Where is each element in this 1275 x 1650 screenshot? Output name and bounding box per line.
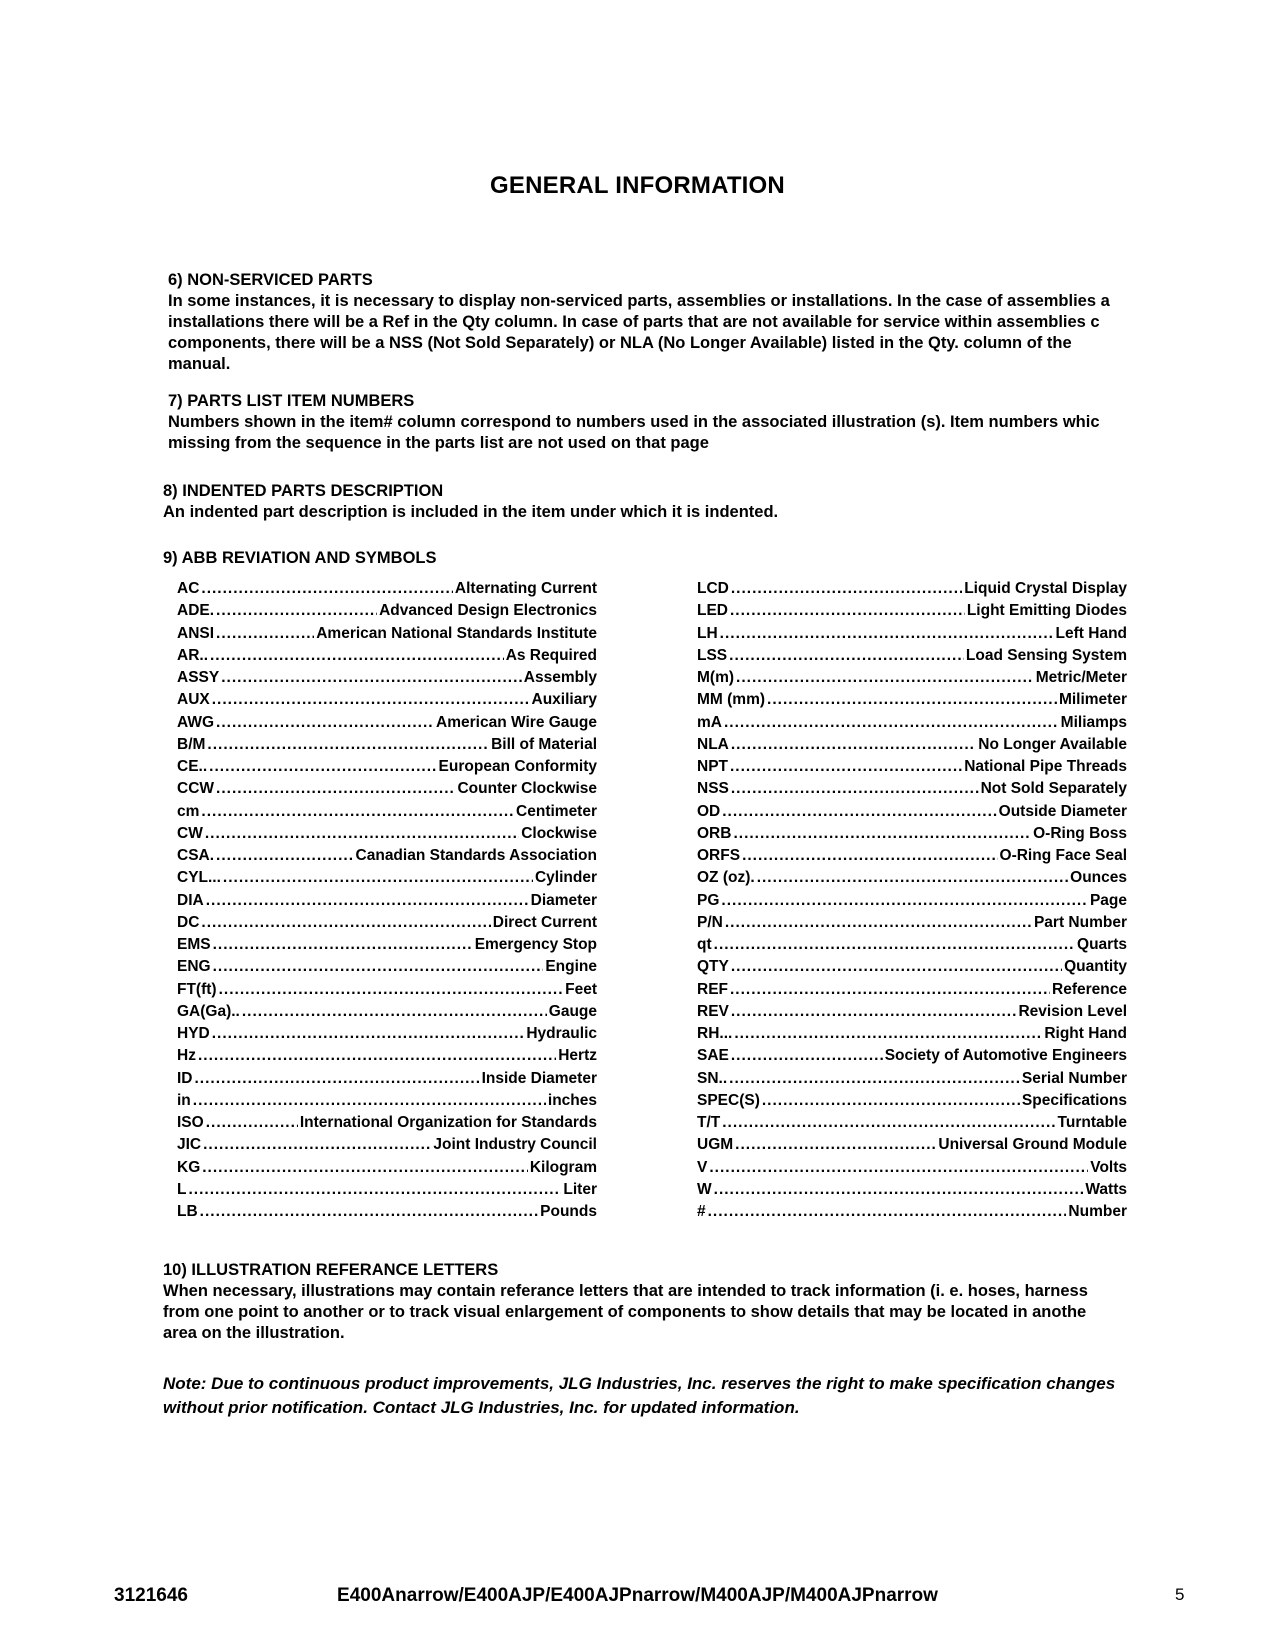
abbreviation-meaning: Hertz: [558, 1047, 597, 1065]
abbreviation-meaning: Quarts: [1077, 936, 1127, 953]
abbreviation-term: cm: [177, 802, 200, 820]
abbreviation-meaning: Inside Diameter: [481, 1069, 597, 1087]
dot-leader: [757, 867, 1068, 889]
dot-leader: [767, 689, 1057, 711]
dot-leader: [730, 756, 962, 778]
abbreviation-row: [697, 979, 1127, 1001]
dot-leader: [223, 867, 533, 889]
dot-leader: [242, 1001, 547, 1023]
abbreviation-row: [177, 1068, 597, 1090]
dot-leader: [709, 1157, 1088, 1179]
abbreviation-row: [697, 1001, 1127, 1023]
abbreviation-meaning: Bill of Material: [491, 735, 597, 753]
abbreviation-term: JIC: [177, 1136, 202, 1154]
abbreviation-row: [177, 689, 597, 711]
abbreviation-term: B/M: [177, 735, 206, 753]
abbreviation-meaning: Revision Level: [1018, 1002, 1127, 1020]
abbreviation-row: [177, 1179, 597, 1201]
abbreviation-term: W: [697, 1180, 712, 1198]
abbreviation-row: [177, 1045, 597, 1067]
abbreviation-row: [177, 778, 597, 800]
abbreviation-term: #: [697, 1203, 706, 1220]
abbreviation-meaning: American National Standards Institute: [316, 624, 597, 642]
abbreviation-row: [697, 1068, 1127, 1090]
dot-leader: [731, 578, 962, 600]
dot-leader: [722, 1112, 1055, 1134]
disclaimer-note: [163, 1372, 1168, 1420]
abbreviation-meaning: Volts: [1090, 1158, 1127, 1176]
abbreviation-meaning: Feet: [565, 980, 597, 998]
abbreviation-term: NLA: [697, 735, 729, 753]
dot-leader: [200, 1201, 538, 1223]
abbreviation-term: in: [177, 1091, 191, 1109]
abbreviation-row: [177, 1112, 597, 1134]
abbreviation-meaning: Society of Automotive Engineers: [884, 1047, 1127, 1065]
dot-leader: [736, 667, 1034, 689]
abbreviation-term: CW: [177, 824, 203, 842]
abbreviation-meaning: Joint Industry Council: [433, 1136, 597, 1154]
abbreviation-meaning: Emergency Stop: [474, 936, 597, 953]
dot-leader: [731, 956, 1062, 978]
abbreviation-row: [177, 979, 597, 1001]
dot-leader: [216, 845, 353, 867]
dot-leader: [762, 1090, 1020, 1112]
section-heading: 10) ILLUSTRATION REFERANCE LETTERS: [163, 1261, 499, 1279]
abbreviation-row: [177, 600, 597, 622]
abbreviation-meaning: Liter: [563, 1180, 597, 1198]
dot-leader: [733, 823, 1031, 845]
dot-leader: [216, 778, 455, 800]
dot-leader: [195, 1068, 480, 1090]
section-line: In some instances, it is necessary to display non-serviced parts, assemblies or installations. In the case of assemblies a: [168, 292, 1110, 310]
abbreviation-row: [697, 845, 1127, 867]
section-abbreviations: [163, 548, 1163, 569]
abbreviation-meaning: Diameter: [530, 891, 597, 909]
dot-leader: [201, 912, 490, 934]
section-non-serviced-parts: [168, 270, 1168, 375]
section-heading: 7) PARTS LIST ITEM NUMBERS: [168, 392, 415, 410]
abbreviation-row: [177, 1134, 597, 1156]
dot-leader: [714, 934, 1075, 956]
abbreviation-term: LSS: [697, 646, 728, 664]
abbreviation-term: REF: [697, 980, 728, 998]
abbreviation-row: [177, 890, 597, 912]
abbreviation-meaning: Counter Clockwise: [457, 780, 597, 798]
note-line: Note: Due to continuous product improvements, JLG Industries, Inc. reserves the right to make specification changes: [163, 1374, 1116, 1393]
dot-leader: [203, 1134, 431, 1156]
abbreviation-meaning: As Required: [505, 646, 597, 664]
abbreviation-meaning: Outside Diameter: [998, 802, 1127, 820]
dot-leader: [219, 979, 564, 1001]
dot-leader: [216, 600, 377, 622]
abbreviation-term: SPEC(S): [697, 1091, 760, 1109]
abbreviation-meaning: Liquid Crystal Display: [964, 580, 1127, 597]
abbreviation-meaning: Number: [1068, 1203, 1127, 1220]
abbreviation-term: AUX: [177, 691, 210, 709]
abbreviation-term: LH: [697, 624, 718, 642]
abbreviation-meaning: National Pipe Threads: [964, 758, 1127, 775]
abbreviation-row: [177, 823, 597, 845]
abbreviation-term: ID: [177, 1069, 193, 1087]
abbreviation-meaning: Left Hand: [1055, 624, 1127, 642]
section-line: An indented part description is included in the item under which it is indented.: [163, 503, 779, 521]
dot-leader: [731, 1001, 1017, 1023]
abbreviation-meaning: Cylinder: [534, 869, 597, 887]
abbreviation-term: PG: [697, 891, 720, 909]
page-title: GENERAL INFORMATION: [490, 172, 785, 199]
dot-leader: [731, 1045, 883, 1067]
abbreviation-row: [697, 890, 1127, 912]
abbreviation-meaning: International Organization for Standards: [299, 1114, 597, 1131]
abbreviation-row: [697, 578, 1127, 600]
page-number: 5: [1175, 1585, 1185, 1604]
abbreviation-meaning: Not Sold Separately: [980, 780, 1127, 798]
abbreviation-row: [697, 1090, 1127, 1112]
abbreviation-term: ADE.: [177, 602, 215, 620]
dot-leader: [742, 845, 997, 867]
abbreviation-term: SN..: [697, 1069, 728, 1087]
section-line: installations there will be a Ref in the Qty column. In case of parts that are not available for service within assemblies c: [168, 313, 1100, 331]
abbreviation-meaning: Serial Number: [1021, 1069, 1127, 1087]
dot-leader: [216, 712, 434, 734]
abbreviation-term: UGM: [697, 1136, 734, 1154]
abbreviation-meaning: Universal Ground Module: [938, 1136, 1127, 1154]
abbreviation-row: [697, 623, 1127, 645]
dot-leader: [216, 623, 314, 645]
abbreviation-term: NSS: [697, 780, 729, 798]
abbreviation-row: [697, 823, 1127, 845]
abbreviation-term: CSA.: [177, 847, 215, 864]
dot-leader: [209, 756, 436, 778]
abbreviation-term: SAE: [697, 1047, 729, 1065]
abbreviation-meaning: Kilogram: [529, 1158, 597, 1176]
dot-leader: [735, 1134, 936, 1156]
abbreviation-row: [177, 1201, 597, 1223]
abbreviation-term: DC: [177, 913, 200, 931]
abbreviation-term: ORFS: [697, 847, 741, 864]
abbreviation-term: CCW: [177, 780, 215, 798]
abbreviation-term: DIA: [177, 891, 204, 909]
abbreviation-meaning: Metric/Meter: [1035, 669, 1127, 686]
abbreviation-term: T/T: [697, 1114, 721, 1131]
dot-leader: [731, 778, 979, 800]
abbreviation-row: [177, 1157, 597, 1179]
abbreviation-meaning: inches: [547, 1091, 597, 1109]
abbreviation-meaning: Light Emitting Diodes: [966, 602, 1127, 620]
abbreviation-meaning: Page: [1089, 891, 1127, 909]
abbreviation-meaning: O-Ring Boss: [1033, 824, 1127, 842]
abbreviation-row: [697, 1134, 1127, 1156]
abbreviation-row: [697, 1045, 1127, 1067]
abbreviation-term: CYL...: [177, 869, 221, 887]
section-heading: 8) INDENTED PARTS DESCRIPTION: [163, 482, 444, 500]
abbreviation-row: [177, 867, 597, 889]
abbreviation-list-left: [177, 578, 597, 1223]
abbreviation-term: AR..: [177, 646, 208, 664]
abbreviation-term: qt: [697, 936, 712, 953]
abbreviation-meaning: Assembly: [523, 669, 597, 686]
dot-leader: [207, 734, 489, 756]
abbreviation-meaning: Load Sensing System: [965, 646, 1127, 664]
dot-leader: [198, 1045, 556, 1067]
dot-leader: [213, 956, 544, 978]
abbreviation-term: AC: [177, 580, 200, 597]
abbreviation-meaning: Centimeter: [516, 802, 597, 820]
abbreviation-meaning: Ounces: [1070, 869, 1127, 887]
abbreviation-row: [177, 578, 597, 600]
abbreviation-meaning: Advanced Design Electronics: [379, 602, 597, 620]
abbreviation-term: RH...: [697, 1025, 733, 1042]
dot-leader: [206, 890, 529, 912]
abbreviation-row: [697, 689, 1127, 711]
section-line: area on the illustration.: [163, 1324, 345, 1342]
abbreviation-term: V: [697, 1158, 708, 1176]
dot-leader: [188, 1179, 561, 1201]
abbreviation-list-right: [697, 578, 1127, 1223]
abbreviation-row: [177, 645, 597, 667]
abbreviation-row: [697, 600, 1127, 622]
document-number: 3121646: [114, 1585, 188, 1606]
dot-leader: [730, 600, 965, 622]
abbreviation-term: LB: [177, 1203, 198, 1220]
section-line: missing from the sequence in the parts list are not used on that page: [168, 434, 709, 452]
dot-leader: [722, 801, 996, 823]
dot-leader: [221, 667, 522, 689]
abbreviation-row: [177, 1001, 597, 1023]
abbreviation-meaning: Pounds: [540, 1203, 597, 1220]
dot-leader: [212, 1023, 525, 1045]
abbreviation-meaning: Auxiliary: [531, 691, 597, 709]
dot-leader: [201, 801, 514, 823]
section-illustration-reference-letters: [163, 1260, 1168, 1344]
abbreviation-meaning: No Longer Available: [978, 735, 1127, 753]
abbreviation-term: REV: [697, 1002, 729, 1020]
abbreviation-row: [697, 1157, 1127, 1179]
abbreviation-row: [697, 1112, 1127, 1134]
abbreviation-meaning: Reference: [1052, 980, 1127, 998]
abbreviation-meaning: Alternating Current: [454, 580, 597, 597]
abbreviation-row: [697, 956, 1127, 978]
abbreviation-term: QTY: [697, 958, 729, 976]
abbreviation-term: OZ (oz).: [697, 869, 755, 887]
abbreviation-meaning: Direct Current: [492, 913, 597, 931]
abbreviation-term: ORB: [697, 824, 732, 842]
section-heading: 6) NON-SERVICED PARTS: [168, 271, 373, 289]
section-heading: 9) ABB REVIATION AND SYMBOLS: [163, 549, 437, 567]
section-line: from one point to another or to track visual enlargement of components to show details that may be located in anothe: [163, 1303, 1087, 1321]
abbreviation-row: [177, 1023, 597, 1045]
dot-leader: [729, 645, 964, 667]
abbreviation-row: [177, 667, 597, 689]
section-line: components, there will be a NSS (Not Sold Separately) or NLA (No Longer Available) listed in the Qty. column of the: [168, 334, 1072, 352]
abbreviation-meaning: Quantity: [1064, 958, 1127, 976]
abbreviation-term: P/N: [697, 913, 723, 931]
abbreviation-row: [177, 956, 597, 978]
abbreviation-meaning: Watts: [1085, 1180, 1127, 1198]
abbreviation-row: [697, 1201, 1127, 1223]
abbreviation-term: L: [177, 1180, 187, 1198]
dot-leader: [730, 979, 1050, 1001]
abbreviation-row: [697, 934, 1127, 956]
section-line: When necessary, illustrations may contain referance letters that are intended to track information (i. e. hoses, harness: [163, 1282, 1088, 1300]
abbreviation-meaning: Milimeter: [1058, 691, 1127, 709]
abbreviation-row: [177, 734, 597, 756]
abbreviation-meaning: Clockwise: [521, 824, 597, 842]
dot-leader: [734, 1023, 1042, 1045]
abbreviation-row: [697, 867, 1127, 889]
abbreviation-row: [177, 756, 597, 778]
abbreviation-meaning: Specifications: [1021, 1091, 1127, 1109]
abbreviation-term: NPT: [697, 758, 728, 775]
abbreviation-row: [177, 845, 597, 867]
abbreviation-term: FT(ft): [177, 980, 217, 998]
abbreviation-term: ASSY: [177, 669, 220, 686]
abbreviation-meaning: European Conformity: [438, 758, 597, 775]
abbreviation-row: [697, 912, 1127, 934]
abbreviation-meaning: O-Ring Face Seal: [999, 847, 1127, 864]
abbreviation-term: ANSI: [177, 624, 215, 642]
abbreviation-row: [697, 1023, 1127, 1045]
dot-leader: [714, 1179, 1084, 1201]
dot-leader: [708, 1201, 1067, 1223]
abbreviation-term: ENG: [177, 958, 211, 976]
abbreviation-row: [697, 756, 1127, 778]
abbreviation-term: OD: [697, 802, 721, 820]
abbreviation-row: [177, 912, 597, 934]
dot-leader: [206, 1112, 298, 1134]
dot-leader: [202, 1157, 528, 1179]
abbreviation-row: [177, 1090, 597, 1112]
dot-leader: [201, 578, 453, 600]
abbreviation-term: Hz: [177, 1047, 196, 1065]
abbreviation-term: M(m): [697, 669, 735, 686]
abbreviation-meaning: Part Number: [1033, 913, 1127, 931]
section-line: Numbers shown in the item# column correspond to numbers used in the associated illustration (s). Item numbers whic: [168, 413, 1100, 431]
abbreviation-row: [177, 801, 597, 823]
note-line: without prior notification. Contact JLG Industries, Inc. for updated information.: [163, 1398, 800, 1417]
dot-leader: [213, 934, 473, 956]
abbreviation-meaning: Canadian Standards Association: [355, 847, 597, 864]
section-line: manual.: [168, 355, 231, 373]
abbreviation-term: ISO: [177, 1114, 204, 1131]
abbreviation-meaning: Engine: [545, 958, 597, 976]
dot-leader: [205, 823, 519, 845]
abbreviation-term: LED: [697, 602, 728, 620]
abbreviation-term: KG: [177, 1158, 201, 1176]
abbreviation-row: [697, 645, 1127, 667]
abbreviation-meaning: American Wire Gauge: [436, 713, 597, 731]
model-list: E400Anarrow/E400AJP/E400AJPnarrow/M400AJP/M400AJPnarrow: [337, 1585, 938, 1606]
dot-leader: [212, 689, 530, 711]
abbreviation-row: [697, 712, 1127, 734]
section-parts-list-item-numbers: [168, 391, 1168, 454]
abbreviation-meaning: Gauge: [548, 1002, 597, 1020]
dot-leader: [724, 712, 1059, 734]
abbreviation-meaning: Hydraulic: [526, 1025, 597, 1042]
abbreviation-term: GA(Ga)..: [177, 1002, 240, 1020]
dot-leader: [725, 912, 1032, 934]
abbreviation-row: [697, 778, 1127, 800]
abbreviation-row: [697, 734, 1127, 756]
dot-leader: [210, 645, 504, 667]
abbreviation-row: [697, 801, 1127, 823]
abbreviation-term: CE..: [177, 758, 208, 775]
dot-leader: [729, 1068, 1020, 1090]
abbreviation-row: [697, 667, 1127, 689]
abbreviation-meaning: Right Hand: [1044, 1025, 1127, 1042]
dot-leader: [720, 623, 1054, 645]
abbreviation-term: EMS: [177, 936, 211, 953]
abbreviation-row: [177, 934, 597, 956]
abbreviation-row: [177, 712, 597, 734]
abbreviation-term: LCD: [697, 580, 729, 597]
abbreviation-row: [177, 623, 597, 645]
abbreviation-row: [697, 1179, 1127, 1201]
dot-leader: [721, 890, 1088, 912]
abbreviation-term: AWG: [177, 713, 215, 731]
abbreviation-term: MM (mm): [697, 691, 766, 709]
abbreviation-term: HYD: [177, 1025, 210, 1042]
abbreviation-term: mA: [697, 713, 722, 731]
dot-leader: [193, 1090, 546, 1112]
abbreviation-meaning: Miliamps: [1060, 713, 1127, 731]
abbreviation-meaning: Turntable: [1057, 1114, 1127, 1131]
dot-leader: [731, 734, 976, 756]
section-indented-parts-description: [163, 481, 1163, 523]
